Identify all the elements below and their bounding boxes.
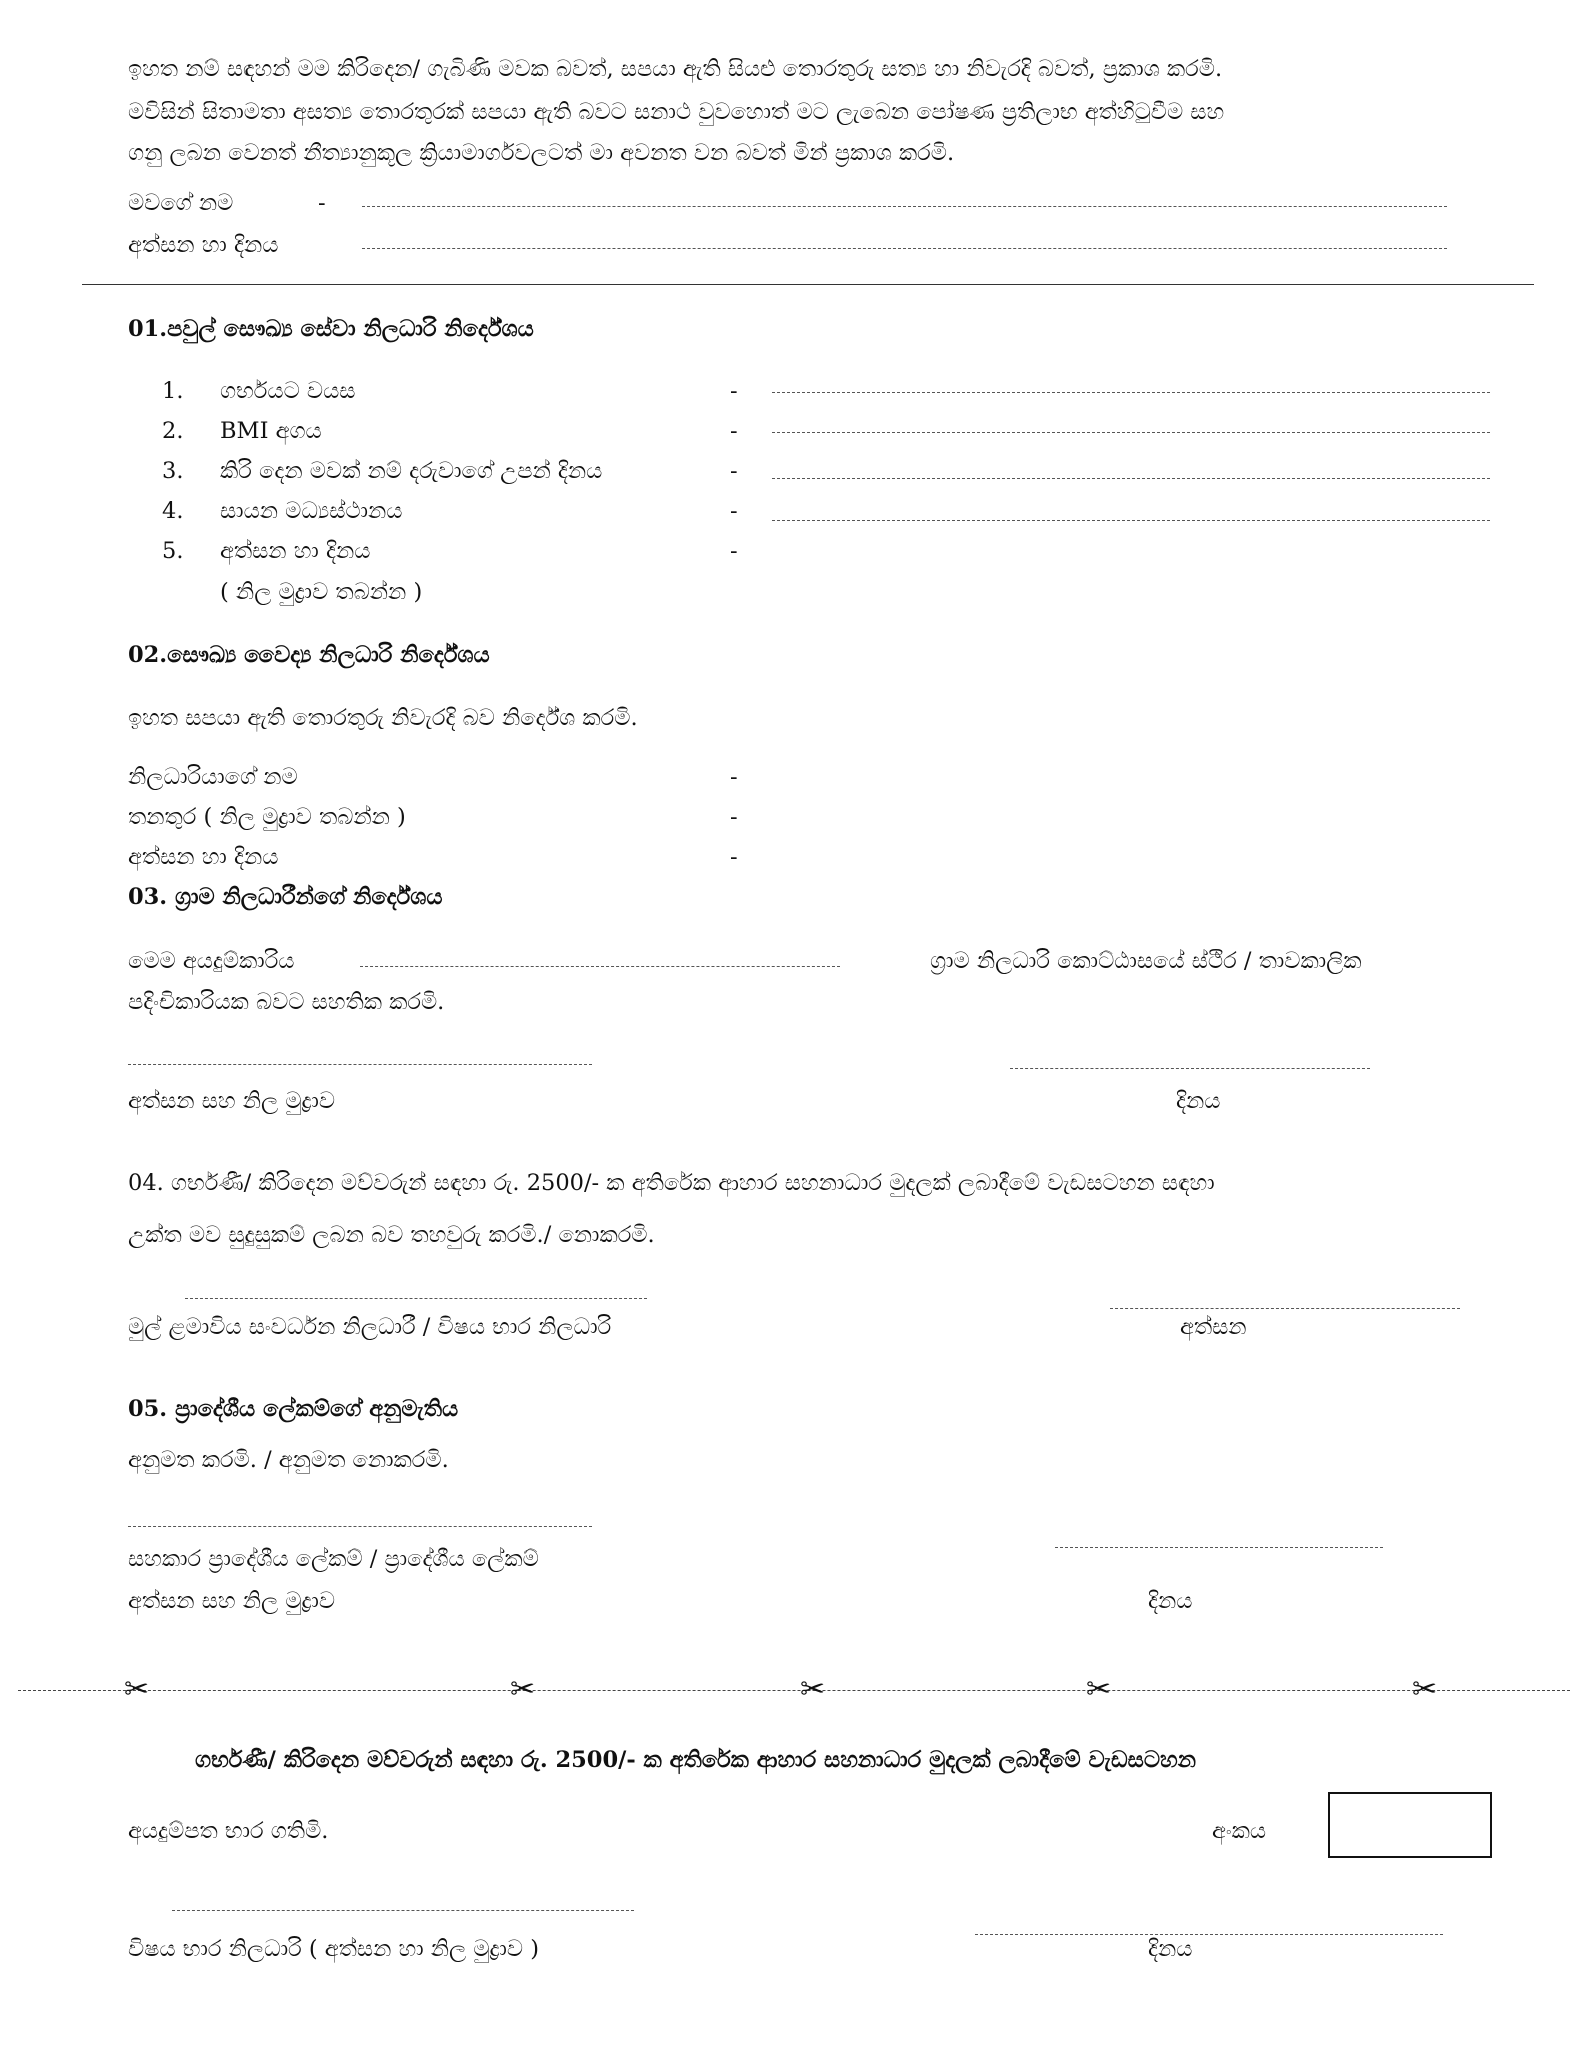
- item-3-dash: -: [730, 458, 738, 484]
- item-1-number: 1.: [162, 378, 184, 404]
- receipt-number-label: අංකය: [1212, 1818, 1267, 1844]
- gn-line-2: පදිංචිකාරියක බවට සහතික කරමි.: [128, 989, 445, 1015]
- item-4-dash: -: [730, 498, 738, 524]
- receipt-signature-field[interactable]: [172, 1910, 634, 1911]
- mother-name-label: මවගේ නම: [128, 190, 234, 216]
- item-3-number: 3.: [162, 458, 184, 484]
- approval-options: අනුමත කරමි. / අනුමත නොකරමි.: [128, 1447, 449, 1473]
- officer-designation-dash: -: [730, 804, 738, 830]
- item-4-field[interactable]: [772, 520, 1490, 521]
- item-2-number: 2.: [162, 418, 184, 444]
- scissors-icon: ✂: [510, 1672, 536, 1707]
- mother-name-field[interactable]: [362, 206, 1447, 207]
- mother-name-dash: -: [318, 190, 326, 216]
- section-5-title: 05. ප්‍රාදේශීය ලේකම්ගේ අනුමැතිය: [128, 1396, 459, 1422]
- item-5-stamp-note: ( නිල මුද්‍රාව තබන්න ): [220, 579, 423, 605]
- receipt-title: ගර්භණී/ කිරිදෙන මව්වරුන් සඳහා රු. 2500/- ක අතිරේක ආහාර සහනාධාර මුදලක් ලබාදීමේ වැඩසටහන: [195, 1747, 1196, 1773]
- receipt-date-field[interactable]: [975, 1934, 1443, 1935]
- item-3-label: කිරි දෙන මවක් නම් දරුවාගේ උපන් දිනය: [220, 458, 603, 484]
- item-5-dash: -: [730, 538, 738, 564]
- applicant-name-field[interactable]: [360, 966, 840, 967]
- item-2-dash: -: [730, 418, 738, 444]
- gn-date-label: දිනය: [1176, 1088, 1221, 1114]
- section-divider: [82, 284, 1534, 285]
- mother-signature-field[interactable]: [362, 248, 1447, 249]
- receipt-date-label: දිනය: [1148, 1936, 1193, 1962]
- gn-signature-label: අත්සන සහ නිල මුද්‍රාව: [128, 1088, 336, 1114]
- secretary-signature-label: අත්සන සහ නිල මුද්‍රාව: [128, 1588, 336, 1614]
- item-1-dash: -: [730, 378, 738, 404]
- gn-line-1-left: මෙම අයදුම්කාරිය: [128, 948, 295, 974]
- scissors-icon: ✂: [1412, 1672, 1438, 1707]
- scissors-icon: ✂: [1086, 1672, 1112, 1707]
- ecd-officer-label: මුල් ළමාවිය සංවර්ධන නිලධාරී / විෂය භාර නිලධාරි: [128, 1314, 612, 1340]
- scissors-icon: ✂: [124, 1672, 150, 1707]
- secretary-designation-label: සහකාර ප්‍රාදේශීය ලේකම් / ප්‍රාදේශීය ලේකම්: [128, 1546, 539, 1572]
- officer-name-label: නිලධාරියාගේ නම: [128, 764, 298, 790]
- item-1-field[interactable]: [772, 392, 1490, 393]
- secretary-date-field[interactable]: [1055, 1547, 1383, 1548]
- ecd-signature-label: අත්සන: [1180, 1314, 1247, 1340]
- item-5-number: 5.: [162, 538, 184, 564]
- officer-signature-dash: -: [730, 844, 738, 870]
- ecd-signature-field[interactable]: [1110, 1308, 1460, 1309]
- declaration-line-1: ඉහත නම් සඳහන් මම කිරිදෙන/ ගැබිණි මවක බවත්, සපයා ඇති සියළු තොරතුරු සත්‍ය හා නිවැරදි බවත්, ප්‍රකාශ කරමි.: [128, 56, 1223, 82]
- section-2-title: 02.සෞඛ්‍ය වෛද්‍ය නිලධාරි නිර්දේශය: [128, 642, 490, 668]
- gn-signature-field[interactable]: [128, 1064, 592, 1065]
- item-3-field[interactable]: [772, 478, 1490, 479]
- ecd-officer-field[interactable]: [185, 1298, 647, 1299]
- mother-signature-label: අත්සන හා දිනය: [128, 232, 279, 258]
- gn-date-field[interactable]: [1010, 1068, 1370, 1069]
- section-4-line-2: උක්ත මව සුදුසුකම් ලබන බව තහවුරු කරමි./ නොකරමි.: [128, 1222, 655, 1248]
- item-4-label: සායන මධ්‍යස්ථානය: [220, 498, 403, 524]
- section-3-title: 03. ග්‍රාම නිලධාරීන්ගේ නිර්දේශය: [128, 884, 443, 910]
- officer-name-dash: -: [730, 764, 738, 790]
- secretary-signature-field[interactable]: [128, 1526, 592, 1527]
- receipt-received-text: අයදුම්පත භාර ගතිමි.: [128, 1818, 329, 1844]
- item-2-field[interactable]: [772, 432, 1490, 433]
- item-2-label: BMI අගය: [220, 418, 322, 444]
- officer-signature-label: අත්සන හා දිනය: [128, 844, 279, 870]
- declaration-line-2: මවිසින් සිතාමතා අසත්‍ය තොරතුරක් සපයා ඇති බවට සනාථ වුවහොත් මට ලැබෙන පෝෂණ ප්‍රතිලාභ අත්හිටුවීම සහ: [128, 99, 1225, 125]
- section-2-statement: ඉහත සපයා ඇති තොරතුරු නිවැරදි බව නිර්දේශ කරමි.: [128, 705, 638, 731]
- section-1-title: 01.පවුල් සෞඛ්‍ය සේවා නිලධාරි නිර්දේශය: [128, 316, 534, 342]
- scissors-icon: ✂: [800, 1672, 826, 1707]
- officer-designation-label: තනතුර ( නිල මුද්‍රාව තබන්න ): [128, 804, 406, 830]
- item-4-number: 4.: [162, 498, 184, 524]
- receipt-number-box[interactable]: [1328, 1792, 1492, 1858]
- receipt-officer-label: විෂය භාර නිලධාරි ( අත්සන හා නිල මුද්‍රාව ): [128, 1936, 540, 1962]
- declaration-line-3: ගනු ලබන වෙනත් නීත්‍යානුකූල ක්‍රියාමාර්ගවලටත් මා අවනත වන බවත් මින් ප්‍රකාශ කරමි.: [128, 140, 955, 166]
- item-5-label: අත්සන හා දිනය: [220, 538, 371, 564]
- section-4-line-1: 04. ගර්භණී/ කිරිදෙන මව්වරුන් සඳහා රු. 2500/- ක අතිරේක ආහාර සහනාධාර මුදලක් ලබාදීමේ වැඩසටහන සඳහා: [128, 1170, 1215, 1196]
- item-1-label: ගර්භයට වයස: [220, 378, 356, 404]
- cut-line: [18, 1690, 1570, 1691]
- secretary-date-label: දිනය: [1148, 1588, 1193, 1614]
- gn-line-1-right: ග්‍රාම නිලධාරි කොට්ඨාසයේ ස්ථිර / තාවකාලික: [930, 948, 1362, 974]
